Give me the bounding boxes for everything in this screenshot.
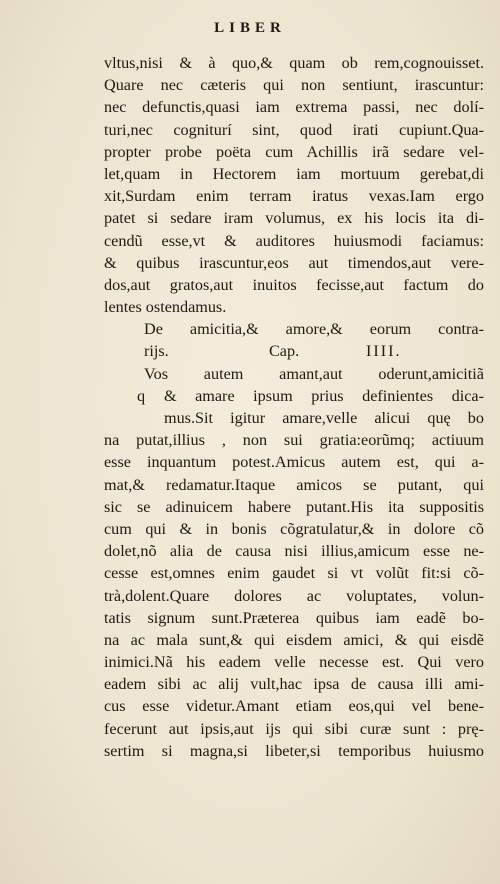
chapter-label: Cap. (269, 342, 300, 361)
text-line: let,quam in Hectorem iam mortuum gerebat,di (104, 164, 484, 183)
text-line: lentes ostendamus. (104, 298, 227, 317)
chapter-heading-line1: De amicitia,& amore,& eorum contra- (144, 320, 484, 339)
drop-letter-row (104, 385, 484, 407)
text-line: vltus,nisi & à quo,& quam ob rem,cognouisset. (104, 54, 484, 72)
text-line: na putat,illius , non sui gratia:eorũmq; actiuum (104, 431, 484, 450)
text-line: mus.Sit igitur amare,velle alicui quę bo (164, 409, 484, 427)
text-line: Quare nec cæteris qui non sentiunt, irascuntur: (104, 76, 484, 95)
text-block (104, 52, 484, 762)
text-line: mat,& redamatur.Itaque amicos se putant, qui (104, 475, 484, 494)
text-line: nec defunctis,quasi iam extrema passi, nec dolí- (104, 98, 484, 117)
text-line: eadem sibi ac alij vult,hac ipsa de causa illi ami- (104, 675, 484, 694)
text-line: propter probe poëta cum Achillis irã sedare vel- (104, 142, 484, 161)
text-line: cesse est,omnes enim gaudet si vt volũt fit:si cõ- (104, 564, 484, 583)
text-line: xit,Surdam enim terram iratus vexas.Iam ergo (104, 187, 484, 206)
paragraph-first-line: Vos autem amant,aut oderunt,amicitiã (144, 364, 484, 383)
text-line: sic se adinuicem habere putant.His ita suppositis (104, 497, 484, 516)
text-line: & amare ipsum prius definientes dica- (164, 386, 484, 405)
text-line: esse inquantum potest.Amicus autem est, qui a- (104, 453, 484, 472)
text-line: sertim si magna,si libeter,si temporibus huiusmo (104, 741, 484, 760)
text-line: inimici.Nã his eadem velle necesse est. Qui vero (104, 653, 484, 672)
text-line: cus esse videtur.Amant etiam eos,qui vel bene- (104, 697, 484, 716)
text-line: cum qui & in bonis cõgratulatur,& in dolore cõ (104, 519, 484, 538)
text-line: & quibus irascuntur,eos aut timendos,aut vere- (104, 253, 484, 272)
text-line: dolet,nõ alia de causa nisi illius,amicum esse ne- (104, 542, 484, 561)
text-line: patet si sedare iram volumus, ex his locis ita di- (104, 209, 484, 228)
text-line: na ac mala sunt,& qui eisdem amici, & qui eisdẽ (104, 630, 484, 649)
text-line: fecerunt aut ipsis,aut ijs qui sibi curæ sunt : prę- (104, 719, 484, 738)
text-line: dos,aut gratos,aut inuitos fecisse,aut factum do (104, 275, 484, 294)
running-head: LIBER (214, 20, 286, 36)
chapter-heading-line2 (104, 340, 484, 362)
text-line: tatis signum sunt.Præterea quibus iam eadẽ bo- (104, 608, 484, 627)
text-line: turi,nec cogniturí sint, quod irati cupiunt.Qua- (104, 120, 484, 139)
chapter-heading-rijs: rijs. (144, 342, 169, 361)
drop-letter-placeholder: q (137, 386, 146, 405)
text-line: cendũ esse,vt & auditores huiusmodi faciamus: (104, 231, 484, 250)
text-line: trà,dolent.Quare dolores ac voluptates, volun- (104, 586, 484, 605)
chapter-number: IIII. (366, 342, 402, 361)
